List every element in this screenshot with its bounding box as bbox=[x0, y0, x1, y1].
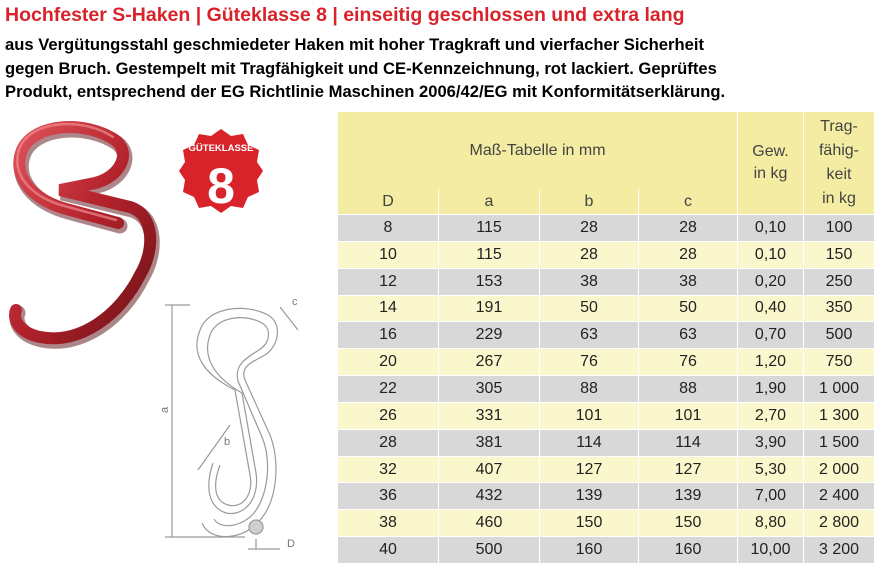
column-header-d: D bbox=[338, 189, 439, 215]
table-row bbox=[338, 537, 874, 563]
cell-capacity: 1 500 bbox=[804, 429, 874, 456]
badge-number: 8 bbox=[207, 158, 235, 214]
s-hook-technical-drawing bbox=[150, 295, 325, 553]
cell-c: 28 bbox=[639, 215, 738, 242]
cell-capacity: 350 bbox=[804, 295, 874, 322]
cell-d: 14 bbox=[338, 295, 439, 322]
cell-c: 101 bbox=[639, 402, 738, 429]
cell-d: 32 bbox=[338, 456, 439, 483]
cell-weight: 1,20 bbox=[738, 349, 804, 376]
cell-a: 407 bbox=[439, 456, 540, 483]
cell-capacity: 2 800 bbox=[804, 510, 874, 537]
table-row bbox=[338, 429, 874, 456]
column-header-a: a bbox=[439, 189, 540, 215]
table-row bbox=[338, 241, 874, 268]
dimension-c-label: c bbox=[292, 296, 298, 308]
cell-c: 139 bbox=[639, 483, 738, 510]
table-row bbox=[338, 376, 874, 403]
cell-a: 153 bbox=[439, 268, 540, 295]
cell-weight: 5,30 bbox=[738, 456, 804, 483]
cell-b: 114 bbox=[540, 429, 639, 456]
dimension-a-label: a bbox=[159, 406, 171, 413]
dimension-b-label: b bbox=[224, 436, 230, 448]
cell-d: 22 bbox=[338, 376, 439, 403]
cell-capacity: 2 000 bbox=[804, 456, 874, 483]
cell-weight: 0,10 bbox=[738, 241, 804, 268]
cell-weight: 1,90 bbox=[738, 376, 804, 403]
cell-capacity: 2 400 bbox=[804, 483, 874, 510]
cell-weight: 8,80 bbox=[738, 510, 804, 537]
table-row bbox=[338, 483, 874, 510]
table-row bbox=[338, 510, 874, 537]
s-hook-photo bbox=[0, 115, 170, 360]
cell-a: 305 bbox=[439, 376, 540, 403]
cell-b: 28 bbox=[540, 215, 639, 242]
cell-a: 115 bbox=[439, 215, 540, 242]
cell-b: 127 bbox=[540, 456, 639, 483]
cell-d: 8 bbox=[338, 215, 439, 242]
cell-c: 150 bbox=[639, 510, 738, 537]
cell-c: 38 bbox=[639, 268, 738, 295]
cell-b: 101 bbox=[540, 402, 639, 429]
cell-b: 38 bbox=[540, 268, 639, 295]
capacity-header: Trag- fähig- keit in kg bbox=[804, 112, 874, 215]
cell-weight: 0,20 bbox=[738, 268, 804, 295]
page-title: Hochfester S-Haken | Güteklasse 8 | einseitig geschlossen und extra lang bbox=[5, 4, 685, 27]
cell-c: 114 bbox=[639, 429, 738, 456]
cell-capacity: 750 bbox=[804, 349, 874, 376]
cell-d: 26 bbox=[338, 402, 439, 429]
cell-weight: 10,00 bbox=[738, 537, 804, 563]
group-header: Maß-Tabelle in mm bbox=[338, 112, 738, 189]
table-row bbox=[338, 268, 874, 295]
cell-b: 28 bbox=[540, 241, 639, 268]
cell-capacity: 500 bbox=[804, 322, 874, 349]
cell-b: 150 bbox=[540, 510, 639, 537]
column-header-c: c bbox=[639, 189, 738, 215]
cell-weight: 3,90 bbox=[738, 429, 804, 456]
cell-c: 127 bbox=[639, 456, 738, 483]
cell-c: 160 bbox=[639, 537, 738, 563]
cell-c: 28 bbox=[639, 241, 738, 268]
table-row bbox=[338, 295, 874, 322]
cell-d: 38 bbox=[338, 510, 439, 537]
product-description bbox=[5, 33, 874, 104]
cell-a: 191 bbox=[439, 295, 540, 322]
cell-b: 160 bbox=[540, 537, 639, 563]
cell-b: 76 bbox=[540, 349, 639, 376]
cell-d: 40 bbox=[338, 537, 439, 563]
badge-label: GÜTEKLASSE bbox=[189, 143, 254, 154]
cell-weight: 2,70 bbox=[738, 402, 804, 429]
dimension-table bbox=[338, 112, 874, 563]
cell-weight: 0,70 bbox=[738, 322, 804, 349]
cell-capacity: 100 bbox=[804, 215, 874, 242]
weight-header: Gew. in kg bbox=[738, 112, 804, 215]
cell-c: 76 bbox=[639, 349, 738, 376]
cell-a: 267 bbox=[439, 349, 540, 376]
cell-d: 28 bbox=[338, 429, 439, 456]
cell-a: 381 bbox=[439, 429, 540, 456]
table-row bbox=[338, 456, 874, 483]
cell-b: 50 bbox=[540, 295, 639, 322]
cell-c: 50 bbox=[639, 295, 738, 322]
grade-8-badge bbox=[175, 125, 267, 217]
dimension-d-label: D bbox=[287, 538, 295, 550]
cell-d: 36 bbox=[338, 483, 439, 510]
cell-c: 63 bbox=[639, 322, 738, 349]
cell-capacity: 250 bbox=[804, 268, 874, 295]
description-line-2: gegen Bruch. Gestempelt mit Tragfähigkeit und CE-Kennzeichnung, rot lackiert. Geprüftes bbox=[5, 57, 874, 81]
cell-capacity: 1 000 bbox=[804, 376, 874, 403]
cell-b: 88 bbox=[540, 376, 639, 403]
cell-d: 16 bbox=[338, 322, 439, 349]
cell-d: 12 bbox=[338, 268, 439, 295]
cell-d: 10 bbox=[338, 241, 439, 268]
column-header-b: b bbox=[540, 189, 639, 215]
cell-a: 500 bbox=[439, 537, 540, 563]
cell-b: 139 bbox=[540, 483, 639, 510]
cell-capacity: 3 200 bbox=[804, 537, 874, 563]
cell-weight: 0,40 bbox=[738, 295, 804, 322]
table-row bbox=[338, 349, 874, 376]
cell-d: 20 bbox=[338, 349, 439, 376]
cell-a: 115 bbox=[439, 241, 540, 268]
cell-a: 229 bbox=[439, 322, 540, 349]
description-line-3: Produkt, entsprechend der EG Richtlinie Maschinen 2006/42/EG mit Konformitätserklärung. bbox=[5, 80, 874, 104]
description-line-1: aus Vergütungsstahl geschmiedeter Haken mit hoher Tragkraft und vierfacher Sicherheit bbox=[5, 33, 874, 57]
cell-capacity: 1 300 bbox=[804, 402, 874, 429]
cell-capacity: 150 bbox=[804, 241, 874, 268]
cell-c: 88 bbox=[639, 376, 738, 403]
table-row bbox=[338, 402, 874, 429]
cell-a: 432 bbox=[439, 483, 540, 510]
cell-a: 460 bbox=[439, 510, 540, 537]
cell-b: 63 bbox=[540, 322, 639, 349]
cell-weight: 7,00 bbox=[738, 483, 804, 510]
table-row bbox=[338, 215, 874, 242]
table-row bbox=[338, 322, 874, 349]
cell-weight: 0,10 bbox=[738, 215, 804, 242]
cell-a: 331 bbox=[439, 402, 540, 429]
